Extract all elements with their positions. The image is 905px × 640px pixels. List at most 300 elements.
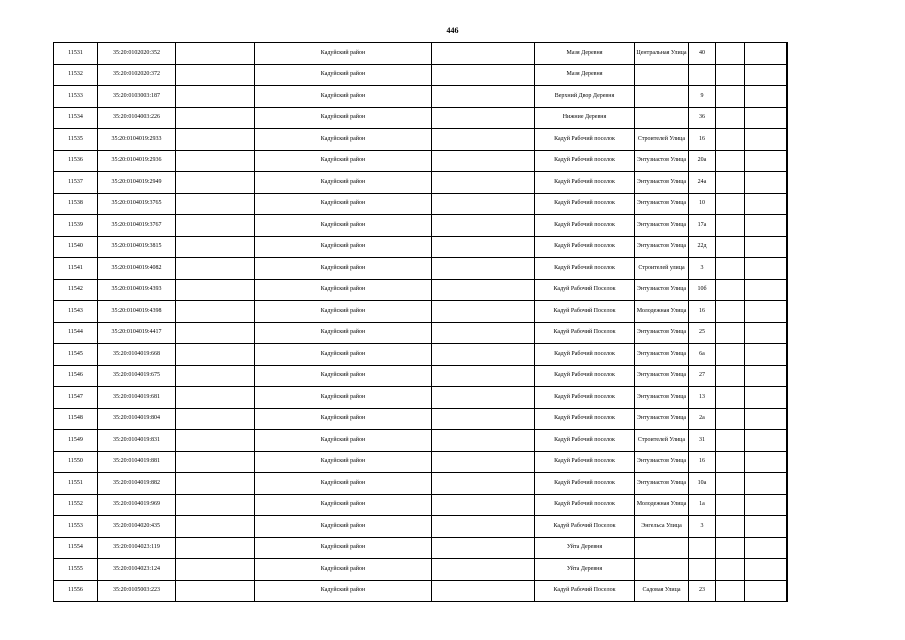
table-row <box>54 494 788 516</box>
cell-empty <box>176 580 255 602</box>
cell-empty <box>787 129 788 151</box>
cell-empty <box>787 451 788 473</box>
cell-district: Кадуйский район <box>255 408 432 430</box>
cell-cadastral-number: 35:20:0104019:3765 <box>98 193 176 215</box>
cell-cadastral-number: 35:20:0104019:4082 <box>98 258 176 280</box>
cell-empty <box>176 559 255 581</box>
cell-empty <box>716 64 745 86</box>
cell-empty <box>716 43 745 65</box>
cell-street: Энтузиастов Улица <box>635 473 689 495</box>
cell-cadastral-number: 35:20:0105003:223 <box>98 580 176 602</box>
cell-district: Кадуйский район <box>255 365 432 387</box>
cell-street: Энтузиастов Улица <box>635 451 689 473</box>
cell-settlement: Уйта Деревня <box>535 559 635 581</box>
cell-record-number: 11535 <box>54 129 98 151</box>
cell-cadastral-number: 35:20:0104019:882 <box>98 473 176 495</box>
cell-record-number: 11549 <box>54 430 98 452</box>
cell-empty <box>432 43 535 65</box>
cell-empty <box>745 86 787 108</box>
cell-empty <box>176 494 255 516</box>
cell-empty <box>716 129 745 151</box>
cell-empty <box>176 193 255 215</box>
cell-empty <box>432 64 535 86</box>
cell-empty <box>716 301 745 323</box>
cell-empty <box>716 365 745 387</box>
cell-empty <box>716 86 745 108</box>
cell-empty <box>716 580 745 602</box>
cell-house: 10б <box>689 279 716 301</box>
registry-table <box>53 42 788 602</box>
cell-empty <box>716 150 745 172</box>
cell-record-number: 11547 <box>54 387 98 409</box>
cell-cadastral-number: 35:20:0104019:831 <box>98 430 176 452</box>
cell-record-number: 11548 <box>54 408 98 430</box>
cell-empty <box>176 86 255 108</box>
cell-street: Молодежная Улица <box>635 301 689 323</box>
cell-district: Кадуйский район <box>255 258 432 280</box>
cell-district: Кадуйский район <box>255 537 432 559</box>
cell-house: 9 <box>689 86 716 108</box>
cell-house: 16 <box>689 301 716 323</box>
cell-house: 20а <box>689 150 716 172</box>
cell-house: 27 <box>689 365 716 387</box>
cell-empty <box>787 365 788 387</box>
cell-record-number: 11554 <box>54 537 98 559</box>
cell-empty <box>787 322 788 344</box>
cell-empty <box>787 258 788 280</box>
cell-empty <box>432 129 535 151</box>
cell-settlement: Кадуй Рабочий Поселок <box>535 516 635 538</box>
cell-house: 22д <box>689 236 716 258</box>
cell-empty <box>176 537 255 559</box>
cell-empty <box>745 559 787 581</box>
cell-settlement: Верхний Двор Деревня <box>535 86 635 108</box>
cell-cadastral-number: 35:20:0104019:4398 <box>98 301 176 323</box>
cell-cadastral-number: 35:20:0104019:4393 <box>98 279 176 301</box>
table-row <box>54 516 788 538</box>
cell-empty <box>716 559 745 581</box>
cell-empty <box>787 86 788 108</box>
cell-district: Кадуйский район <box>255 86 432 108</box>
cell-record-number: 11541 <box>54 258 98 280</box>
cell-house <box>689 64 716 86</box>
cell-empty <box>432 236 535 258</box>
cell-street: Энтузиастов Улица <box>635 365 689 387</box>
cell-empty <box>745 258 787 280</box>
cell-empty <box>787 430 788 452</box>
cell-cadastral-number: 35:20:0104003:226 <box>98 107 176 129</box>
cell-empty <box>787 193 788 215</box>
cell-cadastral-number: 35:20:0104019:2933 <box>98 129 176 151</box>
cell-empty <box>432 537 535 559</box>
table-row <box>54 64 788 86</box>
cell-empty <box>716 408 745 430</box>
cell-cadastral-number: 35:20:0104019:668 <box>98 344 176 366</box>
cell-empty <box>787 537 788 559</box>
cell-cadastral-number: 35:20:0104020:435 <box>98 516 176 538</box>
cell-settlement: Кадуй Рабочий поселок <box>535 172 635 194</box>
cell-house: 10 <box>689 193 716 215</box>
table-row <box>54 258 788 280</box>
cell-district: Кадуйский район <box>255 559 432 581</box>
cell-empty <box>716 473 745 495</box>
cell-house: 36 <box>689 107 716 129</box>
cell-district: Кадуйский район <box>255 516 432 538</box>
cell-settlement: Кадуй Рабочий Поселок <box>535 301 635 323</box>
cell-empty <box>716 537 745 559</box>
cell-record-number: 11533 <box>54 86 98 108</box>
cell-house: 23 <box>689 580 716 602</box>
cell-empty <box>176 322 255 344</box>
cell-empty <box>745 580 787 602</box>
cell-empty <box>745 193 787 215</box>
cell-record-number: 11551 <box>54 473 98 495</box>
cell-house: 40 <box>689 43 716 65</box>
cell-district: Кадуйский район <box>255 279 432 301</box>
cell-empty <box>176 64 255 86</box>
cell-empty <box>176 279 255 301</box>
cell-empty <box>176 150 255 172</box>
cell-district: Кадуйский район <box>255 473 432 495</box>
cell-empty <box>745 236 787 258</box>
cell-cadastral-number: 35:20:0102020:352 <box>98 43 176 65</box>
cell-house: 6а <box>689 344 716 366</box>
cell-empty <box>745 64 787 86</box>
cell-street: Энтузиастов Улица <box>635 236 689 258</box>
table-row <box>54 580 788 602</box>
cell-house: 31 <box>689 430 716 452</box>
cell-record-number: 11552 <box>54 494 98 516</box>
cell-empty <box>716 451 745 473</box>
cell-street: Строителей Улица <box>635 129 689 151</box>
cell-district: Кадуйский район <box>255 172 432 194</box>
cell-empty <box>716 279 745 301</box>
table-row <box>54 215 788 237</box>
cell-record-number: 11545 <box>54 344 98 366</box>
cell-empty <box>716 107 745 129</box>
table-row <box>54 387 788 409</box>
cell-settlement: Мазя Деревня <box>535 64 635 86</box>
cell-empty <box>432 473 535 495</box>
cell-empty <box>432 408 535 430</box>
cell-house: 1а <box>689 494 716 516</box>
table-row <box>54 537 788 559</box>
cell-settlement: Кадуй Рабочий поселок <box>535 430 635 452</box>
cell-cadastral-number: 35:20:0104019:3767 <box>98 215 176 237</box>
cell-empty <box>745 43 787 65</box>
cell-record-number: 11540 <box>54 236 98 258</box>
cell-house: 3 <box>689 258 716 280</box>
cell-record-number: 11539 <box>54 215 98 237</box>
cell-street: Энтузиастов Улица <box>635 172 689 194</box>
cell-settlement: Кадуй Рабочий поселок <box>535 258 635 280</box>
cell-district: Кадуйский район <box>255 387 432 409</box>
cell-empty <box>432 516 535 538</box>
table-row <box>54 344 788 366</box>
cell-empty <box>787 559 788 581</box>
cell-settlement: Уйта Деревня <box>535 537 635 559</box>
cell-street: Энтузиастов Улица <box>635 344 689 366</box>
table-row <box>54 129 788 151</box>
cell-street: Центральная Улица <box>635 43 689 65</box>
cell-empty <box>787 387 788 409</box>
cell-empty <box>716 193 745 215</box>
cell-empty <box>745 301 787 323</box>
cell-empty <box>432 215 535 237</box>
cell-settlement: Кадуй Рабочий поселок <box>535 408 635 430</box>
cell-empty <box>432 580 535 602</box>
cell-empty <box>176 172 255 194</box>
cell-district: Кадуйский район <box>255 150 432 172</box>
cell-settlement: Кадуй Рабочий поселок <box>535 494 635 516</box>
cell-record-number: 11542 <box>54 279 98 301</box>
cell-cadastral-number: 35:20:0104019:881 <box>98 451 176 473</box>
cell-settlement: Кадуй Рабочий поселок <box>535 451 635 473</box>
cell-house: 3 <box>689 516 716 538</box>
cell-street: Энтузиастов Улица <box>635 150 689 172</box>
cell-empty <box>432 172 535 194</box>
cell-empty <box>716 258 745 280</box>
table-row <box>54 107 788 129</box>
cell-street: Энтузиастов Улица <box>635 193 689 215</box>
cell-house: 25 <box>689 322 716 344</box>
cell-empty <box>716 430 745 452</box>
cell-empty <box>716 387 745 409</box>
cell-empty <box>176 516 255 538</box>
cell-house: 24а <box>689 172 716 194</box>
cell-empty <box>432 559 535 581</box>
cell-settlement: Кадуй Рабочий поселок <box>535 215 635 237</box>
cell-house: 2а <box>689 408 716 430</box>
cell-empty <box>432 494 535 516</box>
cell-empty <box>716 236 745 258</box>
cell-empty <box>432 365 535 387</box>
cell-empty <box>432 430 535 452</box>
cell-empty <box>787 408 788 430</box>
table-row <box>54 559 788 581</box>
cell-empty <box>787 344 788 366</box>
cell-street <box>635 537 689 559</box>
cell-empty <box>745 215 787 237</box>
cell-street: Энтузиастов Улица <box>635 387 689 409</box>
cell-settlement: Кадуй Рабочий поселок <box>535 129 635 151</box>
cell-empty <box>716 494 745 516</box>
cell-record-number: 11534 <box>54 107 98 129</box>
cell-settlement: Кадуй Рабочий поселок <box>535 365 635 387</box>
cell-empty <box>432 322 535 344</box>
table-row <box>54 172 788 194</box>
cell-settlement: Кадуй Рабочий Поселок <box>535 580 635 602</box>
cell-empty <box>745 107 787 129</box>
table-row <box>54 86 788 108</box>
cell-empty <box>432 344 535 366</box>
table-row <box>54 365 788 387</box>
cell-district: Кадуйский район <box>255 580 432 602</box>
cell-empty <box>432 107 535 129</box>
page-number: 446 <box>446 26 459 35</box>
cell-district: Кадуйский район <box>255 236 432 258</box>
cell-settlement: Кадуй Рабочий поселок <box>535 387 635 409</box>
cell-settlement: Кадуй Рабочий поселок <box>535 150 635 172</box>
cell-district: Кадуйский район <box>255 215 432 237</box>
cell-empty <box>787 301 788 323</box>
cell-cadastral-number: 35:20:0104019:675 <box>98 365 176 387</box>
cell-house <box>689 559 716 581</box>
cell-empty <box>745 129 787 151</box>
table-row <box>54 473 788 495</box>
cell-empty <box>787 107 788 129</box>
cell-street <box>635 559 689 581</box>
cell-empty <box>745 387 787 409</box>
cell-record-number: 11546 <box>54 365 98 387</box>
table-row <box>54 279 788 301</box>
cell-street: Энтузиастов Улица <box>635 408 689 430</box>
cell-empty <box>745 344 787 366</box>
cell-empty <box>176 387 255 409</box>
cell-empty <box>745 494 787 516</box>
cell-record-number: 11555 <box>54 559 98 581</box>
cell-empty <box>745 365 787 387</box>
cell-empty <box>176 236 255 258</box>
cell-settlement: Кадуй Рабочий Поселок <box>535 279 635 301</box>
cell-cadastral-number: 35:20:0104019:804 <box>98 408 176 430</box>
cell-empty <box>176 43 255 65</box>
cell-cadastral-number: 35:20:0103003:187 <box>98 86 176 108</box>
table-row <box>54 451 788 473</box>
table-row <box>54 43 788 65</box>
cell-street: Строителей Улица <box>635 430 689 452</box>
cell-cadastral-number: 35:20:0104019:681 <box>98 387 176 409</box>
cell-empty <box>745 150 787 172</box>
cell-empty <box>745 537 787 559</box>
cell-empty <box>176 365 255 387</box>
cell-district: Кадуйский район <box>255 43 432 65</box>
cell-street: Строителей улица <box>635 258 689 280</box>
table-row <box>54 430 788 452</box>
cell-settlement: Кадуй Рабочий Поселок <box>535 322 635 344</box>
cell-settlement: Кадуй Рабочий поселок <box>535 236 635 258</box>
cell-empty <box>432 86 535 108</box>
cell-record-number: 11556 <box>54 580 98 602</box>
cell-cadastral-number: 35:20:0104019:2949 <box>98 172 176 194</box>
cell-empty <box>432 301 535 323</box>
cell-cadastral-number: 35:20:0104023:119 <box>98 537 176 559</box>
cell-empty <box>787 215 788 237</box>
cell-district: Кадуйский район <box>255 344 432 366</box>
cell-empty <box>432 451 535 473</box>
cell-empty <box>176 107 255 129</box>
cell-empty <box>716 322 745 344</box>
cell-empty <box>176 258 255 280</box>
cell-empty <box>787 43 788 65</box>
cell-district: Кадуйский район <box>255 494 432 516</box>
cell-cadastral-number: 35:20:0104019:969 <box>98 494 176 516</box>
cell-empty <box>787 236 788 258</box>
cell-empty <box>787 494 788 516</box>
cell-district: Кадуйский район <box>255 451 432 473</box>
cell-empty <box>176 215 255 237</box>
cell-cadastral-number: 35:20:0104019:3815 <box>98 236 176 258</box>
cell-street: Садовая Улица <box>635 580 689 602</box>
cell-district: Кадуйский район <box>255 430 432 452</box>
cell-district: Кадуйский район <box>255 193 432 215</box>
cell-empty <box>176 430 255 452</box>
table-row <box>54 236 788 258</box>
cell-empty <box>432 193 535 215</box>
cell-empty <box>745 430 787 452</box>
table-row <box>54 301 788 323</box>
cell-empty <box>432 150 535 172</box>
cell-empty <box>432 279 535 301</box>
cell-empty <box>176 473 255 495</box>
cell-record-number: 11553 <box>54 516 98 538</box>
cell-house: 13 <box>689 387 716 409</box>
cell-record-number: 11531 <box>54 43 98 65</box>
cell-empty <box>745 516 787 538</box>
cell-cadastral-number: 35:20:0102020:372 <box>98 64 176 86</box>
cell-house <box>689 537 716 559</box>
cell-empty <box>745 473 787 495</box>
table-row <box>54 322 788 344</box>
cell-settlement: Нижние Деревня <box>535 107 635 129</box>
cell-settlement: Мазя Деревня <box>535 43 635 65</box>
cell-empty <box>716 516 745 538</box>
cell-record-number: 11537 <box>54 172 98 194</box>
cell-district: Кадуйский район <box>255 64 432 86</box>
cell-record-number: 11543 <box>54 301 98 323</box>
cell-empty <box>176 301 255 323</box>
cell-empty <box>787 172 788 194</box>
table-row <box>54 193 788 215</box>
cell-house: 16 <box>689 129 716 151</box>
cell-record-number: 11550 <box>54 451 98 473</box>
cell-district: Кадуйский район <box>255 322 432 344</box>
cell-settlement: Кадуй Рабочий поселок <box>535 473 635 495</box>
cell-record-number: 11532 <box>54 64 98 86</box>
cell-empty <box>745 172 787 194</box>
cell-empty <box>432 258 535 280</box>
cell-empty <box>787 516 788 538</box>
cell-house: 17а <box>689 215 716 237</box>
cell-record-number: 11538 <box>54 193 98 215</box>
cell-street: Энтузиастов Улица <box>635 215 689 237</box>
table-row <box>54 150 788 172</box>
cell-street: Энтузиастов Улица <box>635 279 689 301</box>
cell-empty <box>745 322 787 344</box>
cell-empty <box>787 64 788 86</box>
table-row <box>54 408 788 430</box>
cell-street <box>635 107 689 129</box>
cell-empty <box>432 387 535 409</box>
cell-street <box>635 86 689 108</box>
cell-cadastral-number: 35:20:0104019:2936 <box>98 150 176 172</box>
cell-empty <box>716 172 745 194</box>
cell-empty <box>176 129 255 151</box>
cell-district: Кадуйский район <box>255 107 432 129</box>
cell-cadastral-number: 35:20:0104023:124 <box>98 559 176 581</box>
cell-empty <box>716 215 745 237</box>
cell-record-number: 11544 <box>54 322 98 344</box>
cell-empty <box>787 580 788 602</box>
cell-empty <box>745 279 787 301</box>
cell-district: Кадуйский район <box>255 129 432 151</box>
cell-empty <box>176 344 255 366</box>
cell-settlement: Кадуй Рабочий поселок <box>535 344 635 366</box>
cell-empty <box>745 408 787 430</box>
cell-empty <box>176 451 255 473</box>
cell-empty <box>716 344 745 366</box>
cell-settlement: Кадуй Рабочий поселок <box>535 193 635 215</box>
